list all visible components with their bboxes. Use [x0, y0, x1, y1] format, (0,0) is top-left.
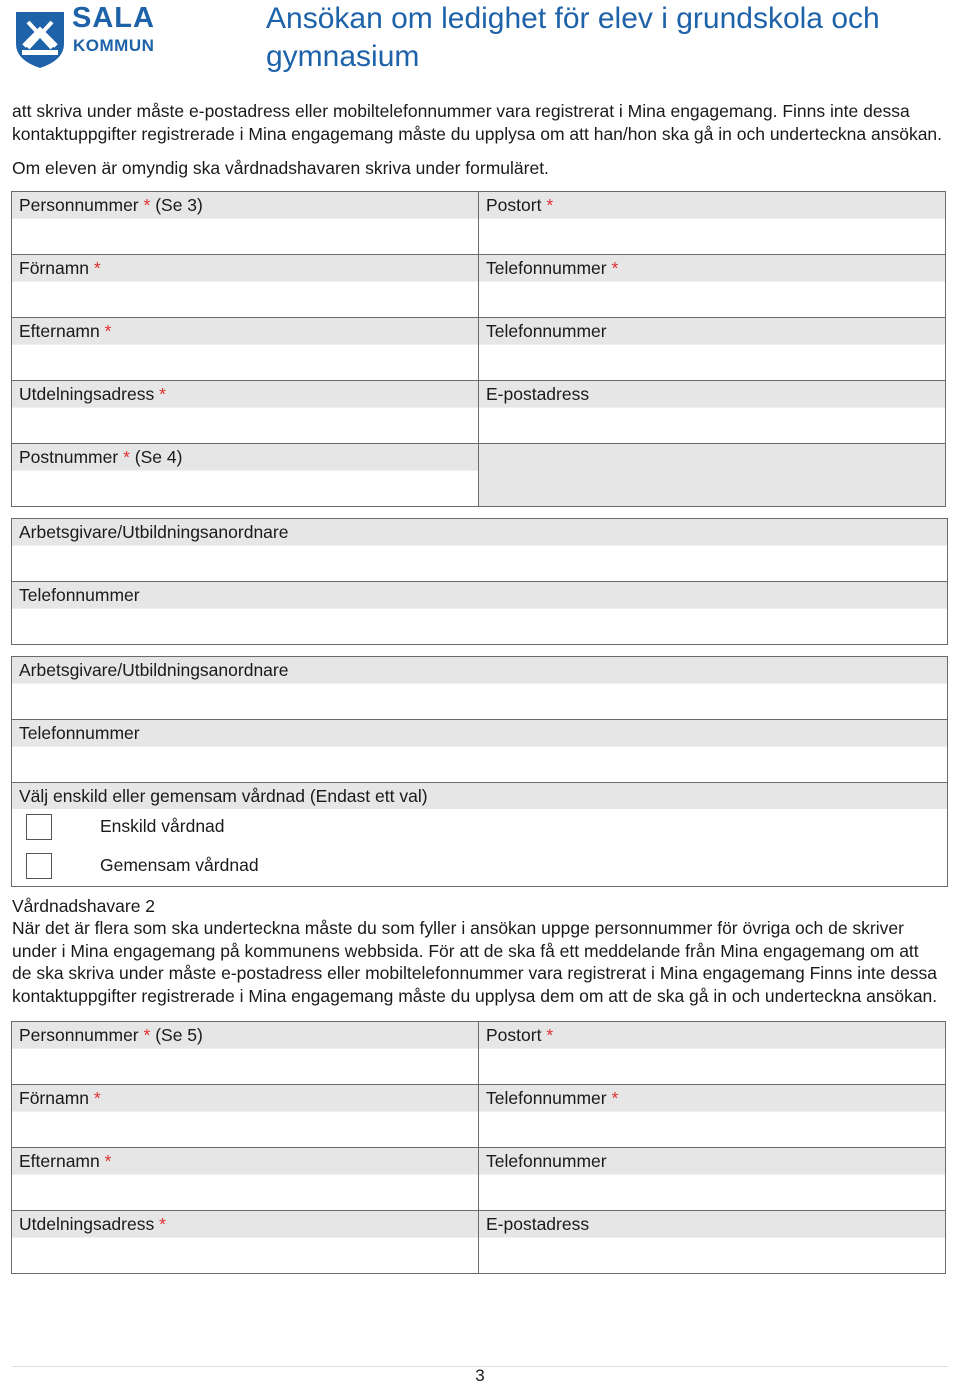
efternamn-field-2[interactable]: [11, 1147, 479, 1211]
fornamn-field-2[interactable]: [11, 1084, 479, 1148]
required-mark: *: [123, 446, 130, 467]
guardian2-form: [12, 1022, 960, 1274]
field-label: Telefonnummer: [19, 584, 140, 605]
custody-label: Välj enskild eller gemensam vårdnad (Endast ett val): [12, 783, 947, 809]
field-note: (Se 3): [155, 194, 203, 215]
empty-cell: [478, 443, 946, 507]
telefonnummer-field-2[interactable]: [478, 1147, 946, 1211]
required-mark: *: [611, 257, 619, 278]
option-label: Gemensam vårdnad: [100, 855, 259, 875]
required-mark: *: [546, 194, 554, 215]
field-label: Efternamn: [19, 1151, 100, 1171]
custody-choice: [11, 782, 948, 887]
required-mark: *: [93, 257, 101, 278]
document-title: Ansökan om ledighet för elev i grundskola och gymnasium: [266, 2, 880, 73]
required-mark: *: [546, 1025, 554, 1045]
utdelningsadress-field[interactable]: [11, 380, 479, 444]
field-label: Telefonnummer: [19, 722, 140, 743]
employer1-block: [12, 519, 960, 645]
arbetsgivare-field-2[interactable]: [11, 656, 948, 720]
arbetsgivare-telefon-field-2[interactable]: [11, 719, 948, 783]
field-label: Postnummer: [19, 446, 119, 467]
telefonnummer-required-field[interactable]: [478, 254, 946, 318]
field-label: Telefonnummer: [486, 1088, 607, 1108]
page-content: [12, 100, 960, 1274]
required-mark: *: [104, 320, 112, 341]
logo-text-kommun: KOMMUN: [73, 36, 155, 55]
postort-field[interactable]: [478, 191, 946, 255]
checkbox[interactable]: [26, 853, 52, 879]
checkbox[interactable]: [26, 814, 52, 840]
epostadress-field[interactable]: [478, 380, 946, 444]
field-label: Personnummer: [19, 1025, 139, 1045]
personnummer-field[interactable]: [11, 191, 479, 255]
page-header: [0, 0, 960, 96]
arbetsgivare-field-1[interactable]: [11, 518, 948, 582]
field-label: Förnamn: [19, 257, 90, 278]
field-label: Telefonnummer: [486, 320, 607, 341]
field-label: Utdelningsadress: [19, 1214, 155, 1234]
field-label: Utdelningsadress: [19, 383, 155, 404]
required-mark: *: [143, 194, 151, 215]
intro-text-minor: Om eleven är omyndig ska vårdnadshavaren skriva under formuläret.: [12, 158, 549, 178]
required-mark: *: [159, 1214, 166, 1234]
field-label: Postort: [486, 1025, 542, 1045]
field-label: Telefonnummer: [486, 1151, 607, 1171]
efternamn-field[interactable]: [11, 317, 479, 381]
required-mark: *: [104, 1151, 112, 1171]
field-label: Telefonnummer: [486, 257, 607, 278]
postort-field-2[interactable]: [478, 1021, 946, 1085]
arbetsgivare-telefon-field-1[interactable]: [11, 581, 948, 645]
required-mark: *: [93, 1088, 101, 1108]
fornamn-field[interactable]: [11, 254, 479, 318]
option-label: Enskild vårdnad: [100, 816, 225, 836]
epostadress-field-2[interactable]: [478, 1210, 946, 1274]
field-label: Arbetsgivare/Utbildningsanordnare: [19, 659, 289, 680]
personnummer-field-2[interactable]: [11, 1021, 479, 1085]
field-label: E-postadress: [486, 1214, 590, 1234]
guardian2-text: När det är flera som ska underteckna måste du som fyller i ansökan uppge personnummer för övriga och de skriver under i Mina engagemang på kommunens webbsida. För att de ska få ett meddelande från Mina engagemang om att de ska skriva under måste e-postadress eller mobiltelefonnummer vara registrerat i Mina engagemang Finns inte dessa kontaktuppgifter registrerade i Mina engagemang måste du upplysa dem om att de ska gå in och underteckna ansökan.: [12, 918, 938, 1006]
field-label: Personnummer: [19, 194, 139, 215]
required-mark: *: [143, 1025, 151, 1045]
field-label: E-postadress: [486, 383, 590, 404]
utdelningsadress-field-2[interactable]: [11, 1210, 479, 1274]
postnummer-field[interactable]: [11, 443, 479, 507]
page-number: 3: [475, 1366, 485, 1385]
field-note: (Se 5): [155, 1025, 203, 1045]
logo-text-sala: SALA: [72, 2, 155, 34]
guardian1-form: [12, 192, 960, 507]
field-note: (Se 4): [134, 446, 183, 467]
employer2-block: [12, 657, 960, 887]
guardian2-section: [12, 895, 960, 1008]
telefonnummer-required-field-2[interactable]: [478, 1084, 946, 1148]
custody-option-enskild[interactable]: [26, 813, 225, 841]
custody-option-gemensam[interactable]: [26, 852, 259, 880]
required-mark: *: [611, 1088, 619, 1108]
intro-text: att skriva under måste e-postadress eller mobiltelefonnummer vara registrerat i Mina engagemang. Finns inte dessa kontaktuppgifter registrerade i Mina engagemang måste du upplysa om att han/hon ska gå in och underteckna ansökan.: [12, 101, 943, 144]
field-label: Postort: [486, 194, 542, 215]
field-label: Förnamn: [19, 1088, 90, 1108]
field-label: Efternamn: [19, 320, 100, 341]
telefonnummer-field[interactable]: [478, 317, 946, 381]
guardian2-heading: Vårdnadshavare 2: [12, 895, 156, 916]
required-mark: *: [159, 383, 166, 404]
field-label: Arbetsgivare/Utbildningsanordnare: [19, 521, 289, 542]
